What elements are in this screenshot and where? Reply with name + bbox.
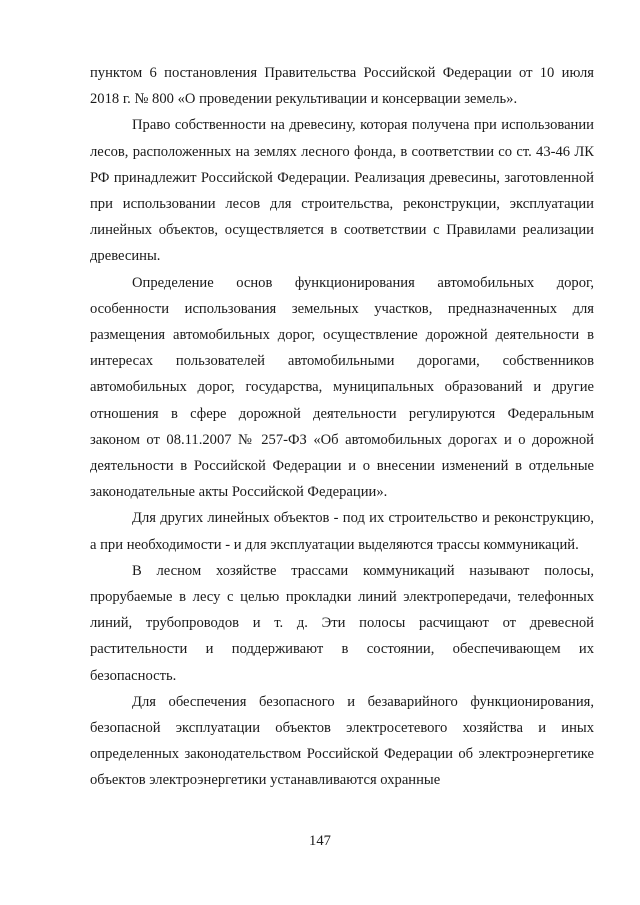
paragraph-1: пунктом 6 постановления Правительства Российской Федерации от 10 июля 2018 г. № 800 «О проведении рекультивации и консервации земель». bbox=[90, 65, 594, 108]
paragraph-2: Право собственности на древесину, которая получена при использовании лесов, расположенных на землях лесного фонда, в соответствии со ст. 43-46 ЛК РФ принадлежит Российской Федерации. Реализация древесины, заготовленной при использовании лесов для строительства, реконструкции, эксплуатации линейных объектов, осуществляется в соответствии с Правилами реализации древесины. bbox=[90, 117, 594, 265]
paragraph-5: В лесном хозяйстве трассами коммуникаций называют полосы, прорубаемые в лесу с целью прокладки линий электропередачи, телефонных линий, трубопроводов и т. д. Эти полосы расчищают от древесной растительности и поддерживают в состоянии, обеспечивающем их безопасность. bbox=[90, 562, 594, 684]
paragraph-4: Для других линейных объектов - под их строительство и реконструкцию, а при необходимости - и для эксплуатации выделяются трассы коммуникаций. bbox=[90, 510, 594, 553]
paragraph-3: Определение основ функционирования автомобильных дорог, особенности использования земельных участков, предназначенных для размещения автомобильных дорог, осуществление дорожной деятельности в интересах пользователей автомобильными дорогами, собственников автомобильных дорог, государства, муниципальных образований и другие отношения в сфере дорожной деятельности регулируются Федеральным законом от 08.11.2007 № 257-ФЗ «Об автомобильных дорогах и о дорожной деятельности в Российской Федерации и о внесении изменений в отдельные законодательные акты Российской Федерации». bbox=[90, 274, 594, 501]
paragraph-6: Для обеспечения безопасного и безаварийного функционирования, безопасной эксплуатации объектов электросетевого хозяйства и иных определенных законодательством Российской Федерации об электроэнергетике объектов электроэнергетики устанавливаются охранные bbox=[90, 693, 594, 789]
page-number: 147 bbox=[309, 833, 331, 849]
body-text bbox=[90, 60, 594, 794]
